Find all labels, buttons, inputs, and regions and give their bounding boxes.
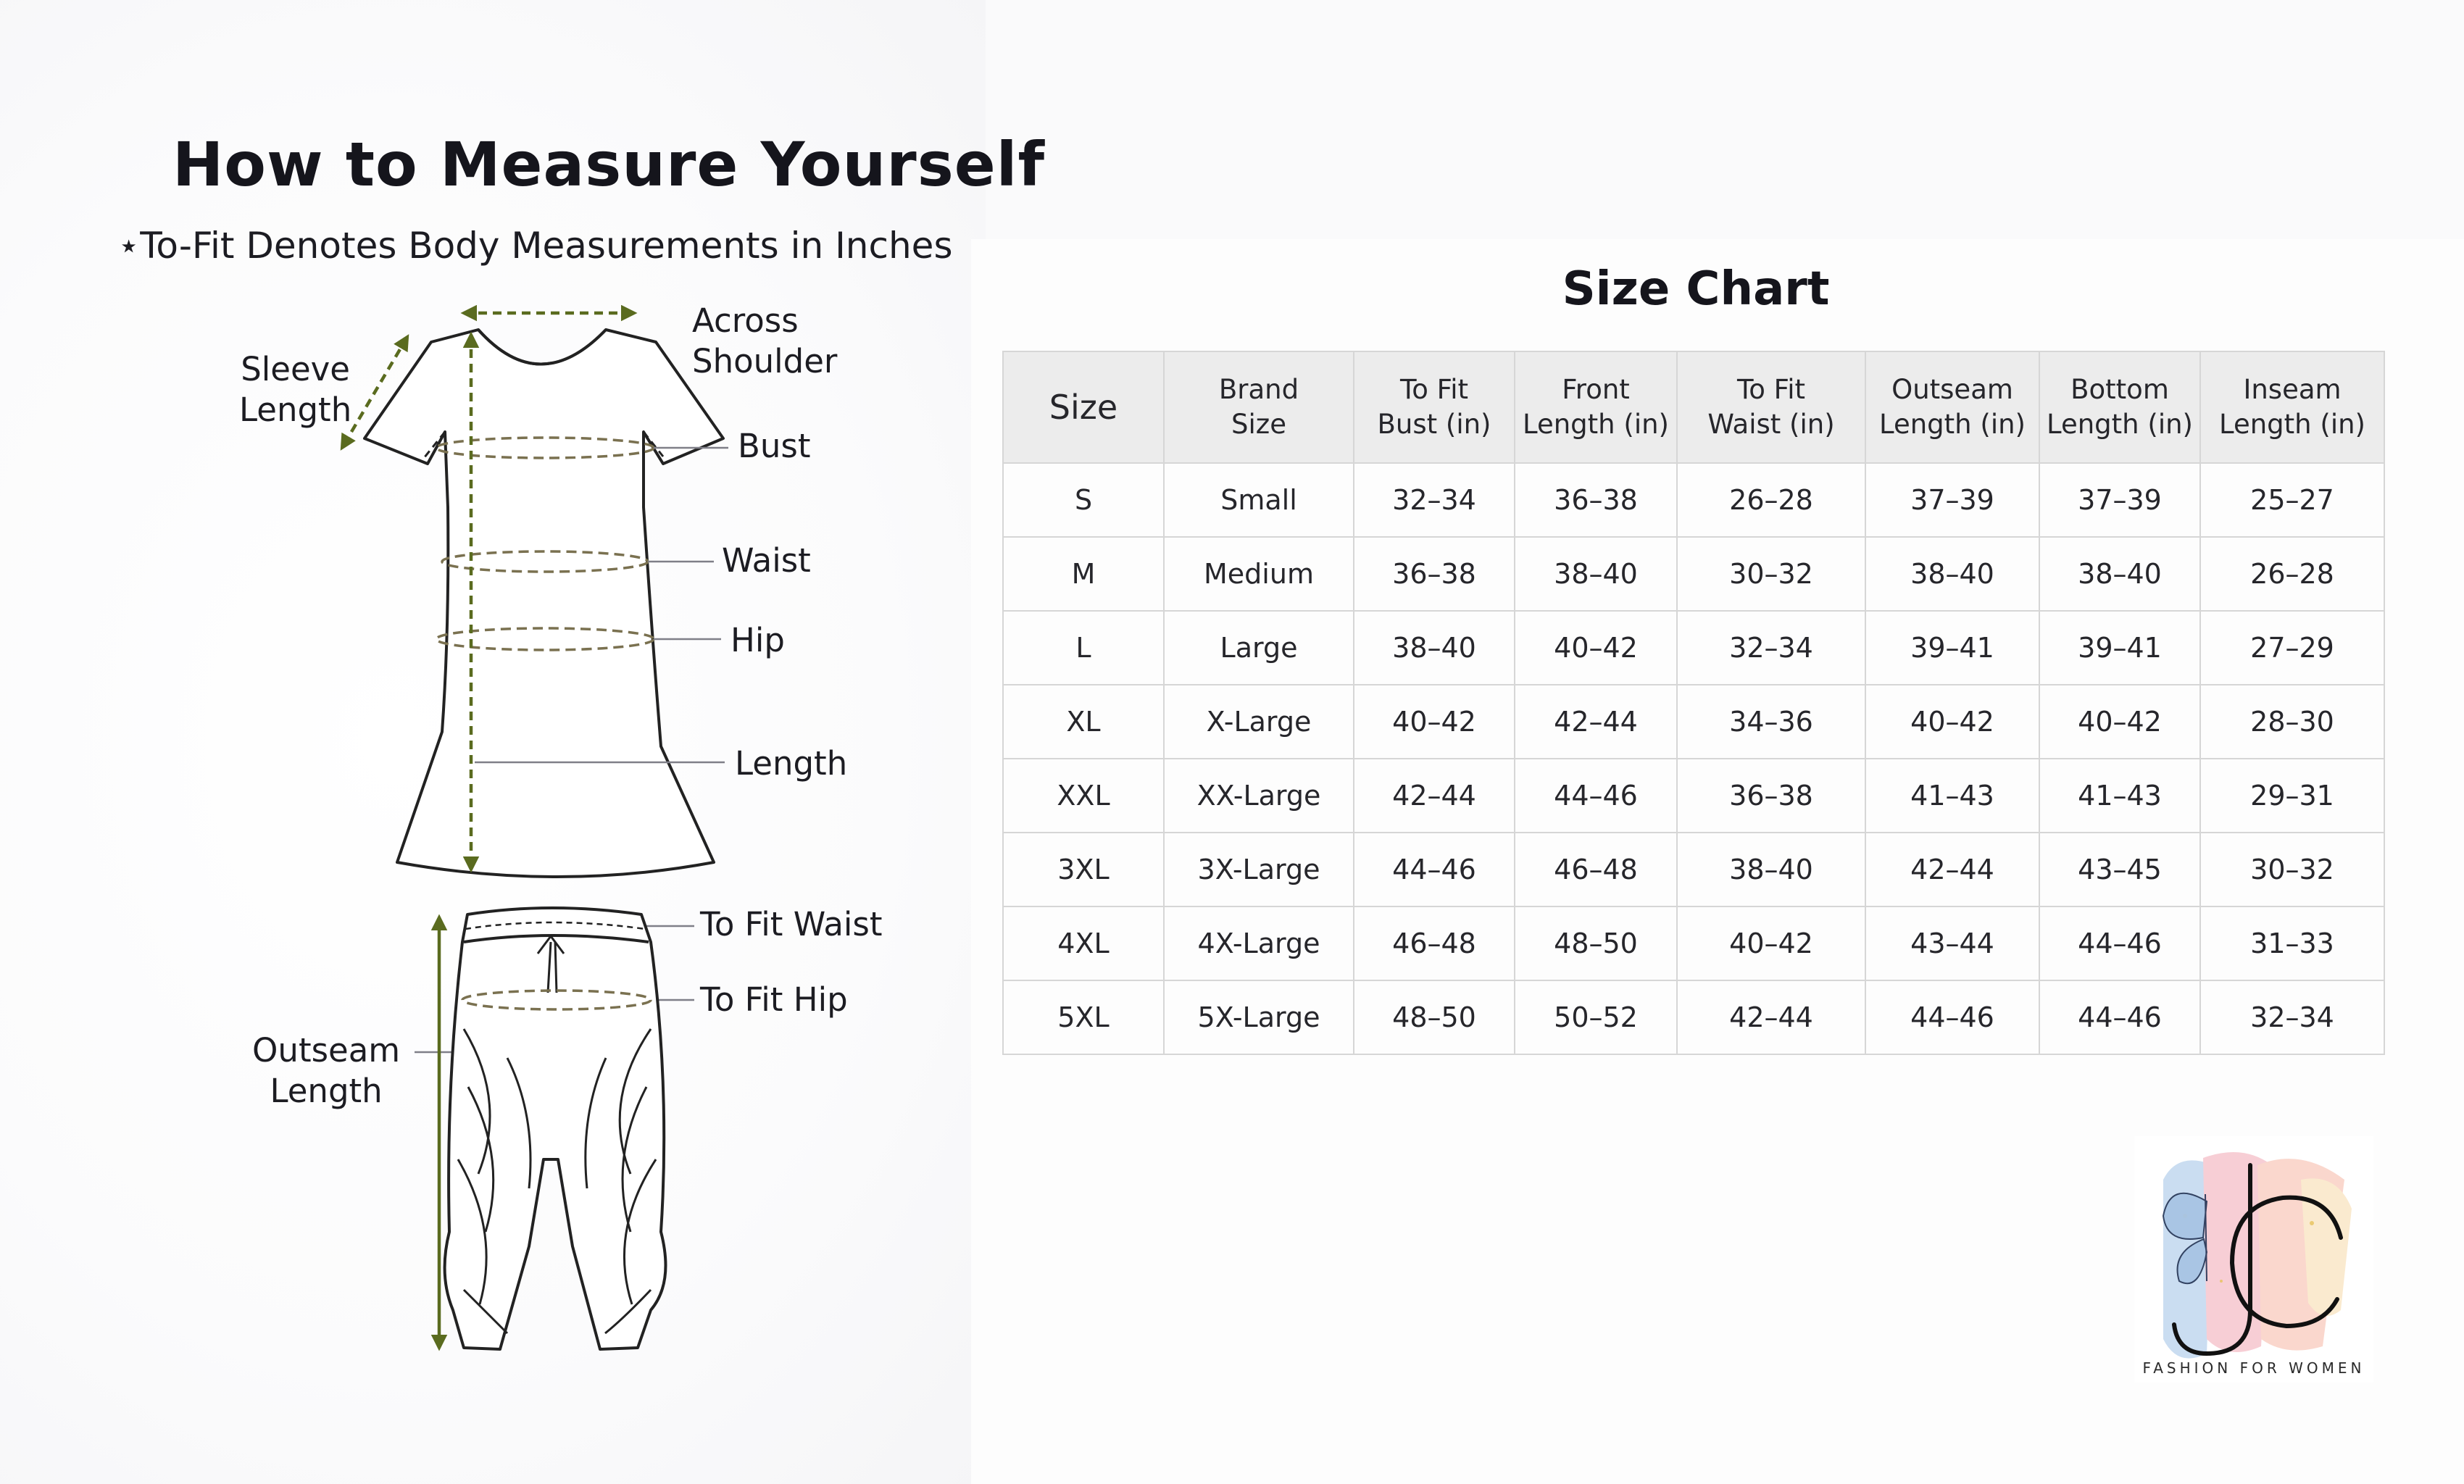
table-cell: S (1003, 463, 1164, 537)
table-cell: 4X-Large (1164, 906, 1354, 980)
label-outseam-length: Outseam Length (252, 1031, 401, 1110)
table-row (1003, 833, 2384, 906)
table-cell: 38–40 (1677, 833, 1865, 906)
table-row (1003, 537, 2384, 611)
tunic-body (365, 330, 723, 877)
header-size: Size (1003, 351, 1164, 463)
table-cell: 5XL (1003, 980, 1164, 1054)
header-brand-size: Brand Size (1164, 351, 1354, 463)
table-cell: 48–50 (1515, 906, 1677, 980)
table-cell: 50–52 (1515, 980, 1677, 1054)
label-length: Length (735, 744, 848, 783)
table-cell: 48–50 (1354, 980, 1515, 1054)
table-cell: 38–40 (1354, 611, 1515, 685)
table-cell: 46–48 (1354, 906, 1515, 980)
table-cell: 37–39 (2039, 463, 2200, 537)
table-cell: 30–32 (2200, 833, 2384, 906)
table-cell: 40–42 (1354, 685, 1515, 759)
table-row (1003, 906, 2384, 980)
label-to-fit-waist: To Fit Waist (700, 905, 883, 943)
pants-illustration (445, 908, 666, 1349)
table-cell: 34–36 (1677, 685, 1865, 759)
table-cell: 36–38 (1515, 463, 1677, 537)
table-header-row (1003, 351, 2384, 463)
table-cell: 43–45 (2039, 833, 2200, 906)
brand-logo (2134, 1136, 2373, 1383)
garment-diagram (0, 0, 986, 1484)
size-chart-table (1002, 351, 2385, 1055)
table-cell: X-Large (1164, 685, 1354, 759)
header-to-fit-bust: To Fit Bust (in) (1354, 351, 1515, 463)
table-cell: 41–43 (1865, 759, 2039, 833)
header-outseam-length: Outseam Length (in) (1865, 351, 2039, 463)
label-waist: Waist (722, 541, 811, 580)
table-cell: 29–31 (2200, 759, 2384, 833)
header-front-length: Front Length (in) (1515, 351, 1677, 463)
table-cell: XX-Large (1164, 759, 1354, 833)
table-cell: 31–33 (2200, 906, 2384, 980)
table-cell: 40–42 (2039, 685, 2200, 759)
table-cell: 30–32 (1677, 537, 1865, 611)
header-to-fit-waist: To Fit Waist (in) (1677, 351, 1865, 463)
table-cell: 5X-Large (1164, 980, 1354, 1054)
table-row (1003, 759, 2384, 833)
table-cell: 44–46 (1354, 833, 1515, 906)
table-cell: 39–41 (2039, 611, 2200, 685)
table-cell: 40–42 (1677, 906, 1865, 980)
table-cell: 37–39 (1865, 463, 2039, 537)
table-cell: 41–43 (2039, 759, 2200, 833)
table-cell: XL (1003, 685, 1164, 759)
guide-subtitle: ⋆To-Fit Denotes Body Measurements in Inches (117, 225, 953, 267)
table-cell: 25–27 (2200, 463, 2384, 537)
table-row (1003, 463, 2384, 537)
table-cell: 40–42 (1515, 611, 1677, 685)
table-cell: 32–34 (1677, 611, 1865, 685)
table-cell: Medium (1164, 537, 1354, 611)
table-row (1003, 685, 2384, 759)
guide-title: How to Measure Yourself (172, 129, 1046, 200)
table-cell: XXL (1003, 759, 1164, 833)
brand-tagline: FASHION FOR WOMEN (2142, 1359, 2365, 1377)
table-cell: 44–46 (1865, 980, 2039, 1054)
table-cell: 3X-Large (1164, 833, 1354, 906)
label-across-shoulder: Across Shoulder (692, 301, 838, 380)
table-cell: 36–38 (1677, 759, 1865, 833)
label-to-fit-hip: To Fit Hip (700, 980, 848, 1019)
tunic-illustration (365, 330, 723, 877)
table-cell: 44–46 (1515, 759, 1677, 833)
table-cell: 40–42 (1865, 685, 2039, 759)
table-cell: 42–44 (1677, 980, 1865, 1054)
table-cell: 3XL (1003, 833, 1164, 906)
table-cell: 42–44 (1515, 685, 1677, 759)
label-sleeve-length: Sleeve Length (239, 350, 352, 429)
table-cell: 42–44 (1354, 759, 1515, 833)
size-chart-title: Size Chart (1562, 262, 1830, 316)
table-cell: 39–41 (1865, 611, 2039, 685)
table-cell: 38–40 (1515, 537, 1677, 611)
label-hip: Hip (731, 621, 785, 659)
table-cell: 32–34 (1354, 463, 1515, 537)
table-cell: 42–44 (1865, 833, 2039, 906)
table-cell: Large (1164, 611, 1354, 685)
table-cell: 36–38 (1354, 537, 1515, 611)
table-cell: 26–28 (2200, 537, 2384, 611)
table-cell: 43–44 (1865, 906, 2039, 980)
table-cell: 46–48 (1515, 833, 1677, 906)
table-cell: 38–40 (2039, 537, 2200, 611)
table-row (1003, 980, 2384, 1054)
table-cell: 28–30 (2200, 685, 2384, 759)
table-cell: L (1003, 611, 1164, 685)
table-cell: 32–34 (2200, 980, 2384, 1054)
table-cell: 38–40 (1865, 537, 2039, 611)
header-bottom-length: Bottom Length (in) (2039, 351, 2200, 463)
table-cell: 26–28 (1677, 463, 1865, 537)
table-cell: M (1003, 537, 1164, 611)
table-row (1003, 611, 2384, 685)
table-cell: Small (1164, 463, 1354, 537)
table-cell: 4XL (1003, 906, 1164, 980)
table-cell: 44–46 (2039, 980, 2200, 1054)
label-bust: Bust (738, 427, 811, 465)
table-cell: 27–29 (2200, 611, 2384, 685)
header-inseam-length: Inseam Length (in) (2200, 351, 2384, 463)
table-cell: 44–46 (2039, 906, 2200, 980)
